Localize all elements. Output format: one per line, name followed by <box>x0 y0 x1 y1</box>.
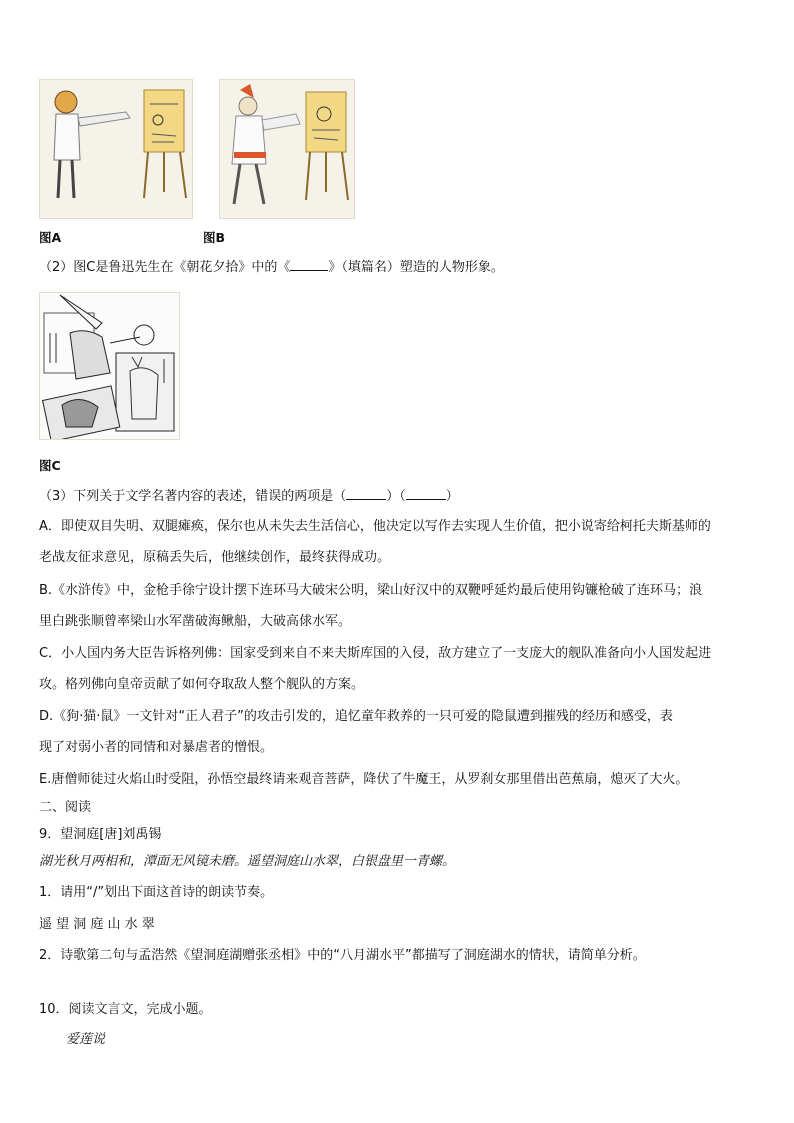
question-2-blank[interactable] <box>290 258 328 271</box>
figure-a-drawing <box>40 80 192 218</box>
option-c-line-1: C．小人国内务大臣告诉格列佛：国家受到来自不来夫斯库国的入侵，敌方建立了一支庞大的舰队准备向小人国发起进 <box>39 646 712 661</box>
question-9-sub-2: 2．诗歌第二句与孟浩然《望洞庭湖赠张丞相》中的“八月湖水平”都描写了洞庭湖水的情状，请简单分析。 <box>39 948 646 963</box>
option-b-line-2: 里白跳张顺曾率梁山水军凿破海鳅船，大破高俅水军。 <box>39 614 352 629</box>
question-3-suffix: ） <box>445 489 459 504</box>
figure-b-image <box>219 79 355 219</box>
question-9-rhythm: 遥 望 洞 庭 山 水 翠 <box>39 917 155 932</box>
option-e-line-1: E.唐僧师徒过火焰山时受阻，孙悟空最终请来观音菩萨，降伏了牛魔王，从罗刹女那里借出芭蕉扇，熄灭了大火。 <box>39 772 689 787</box>
question-3 <box>39 487 459 506</box>
figure-a-caption: 图A <box>39 230 62 245</box>
question-3-blank-1[interactable] <box>346 487 386 500</box>
question-2 <box>39 258 504 277</box>
question-3-prefix: （3）下列关于文学名著内容的表述，错误的两项是（ <box>39 489 347 504</box>
article-title: 爱莲说 <box>66 1032 106 1047</box>
option-a-line-2: 老战友征求意见，原稿丢失后，他继续创作，最终获得成功。 <box>39 550 391 565</box>
question-9-title: 9．望洞庭[唐]刘禹锡 <box>39 827 162 842</box>
question-3-blank-2[interactable] <box>406 487 446 500</box>
section-2-title: 二、阅读 <box>39 800 92 815</box>
figure-a-image <box>39 79 193 219</box>
figure-c-caption: 图C <box>39 458 61 473</box>
option-b-line-1: B.《水浒传》中，金枪手徐宁设计摆下连环马大破宋公明，梁山好汉中的双鞭呼延灼最后使用钩镰枪破了连环马；浪 <box>39 583 703 598</box>
option-d-line-2: 现了对弱小者的同情和对暴虐者的憎恨。 <box>39 740 274 755</box>
option-d-line-1: D.《狗·猫·鼠》一文针对“正人君子”的攻击引发的，追忆童年救养的一只可爱的隐鼠遭到摧残的经历和感受，表 <box>39 709 673 724</box>
question-2-suffix: 》（填篇名）塑造的人物形象。 <box>328 260 504 275</box>
question-9-poem: 湖光秋月两相和，潭面无风镜未磨。遥望洞庭山水翠，白银盘里一青螺。 <box>39 854 456 869</box>
option-c-line-2: 攻。格列佛向皇帝贡献了如何夺取敌人整个舰队的方案。 <box>39 677 365 692</box>
question-2-prefix: （2）图C是鲁迅先生在《朝花夕拾》中的《 <box>39 260 291 275</box>
figure-b-caption: 图B <box>203 230 226 245</box>
question-3-middle: ）（ <box>386 489 406 504</box>
figure-c-drawing <box>40 293 179 439</box>
figure-b-drawing <box>220 80 354 218</box>
question-9-sub-1: 1．请用“/”划出下面这首诗的朗读节奏。 <box>39 885 274 900</box>
question-10-title: 10．阅读文言文，完成小题。 <box>39 1002 212 1017</box>
figure-c-image <box>39 292 180 440</box>
option-a-line-1: A．即使双目失明、双腿瘫痪，保尔也从未失去生活信心，他决定以写作去实现人生价值，把小说寄给柯托夫斯基师的 <box>39 519 711 534</box>
